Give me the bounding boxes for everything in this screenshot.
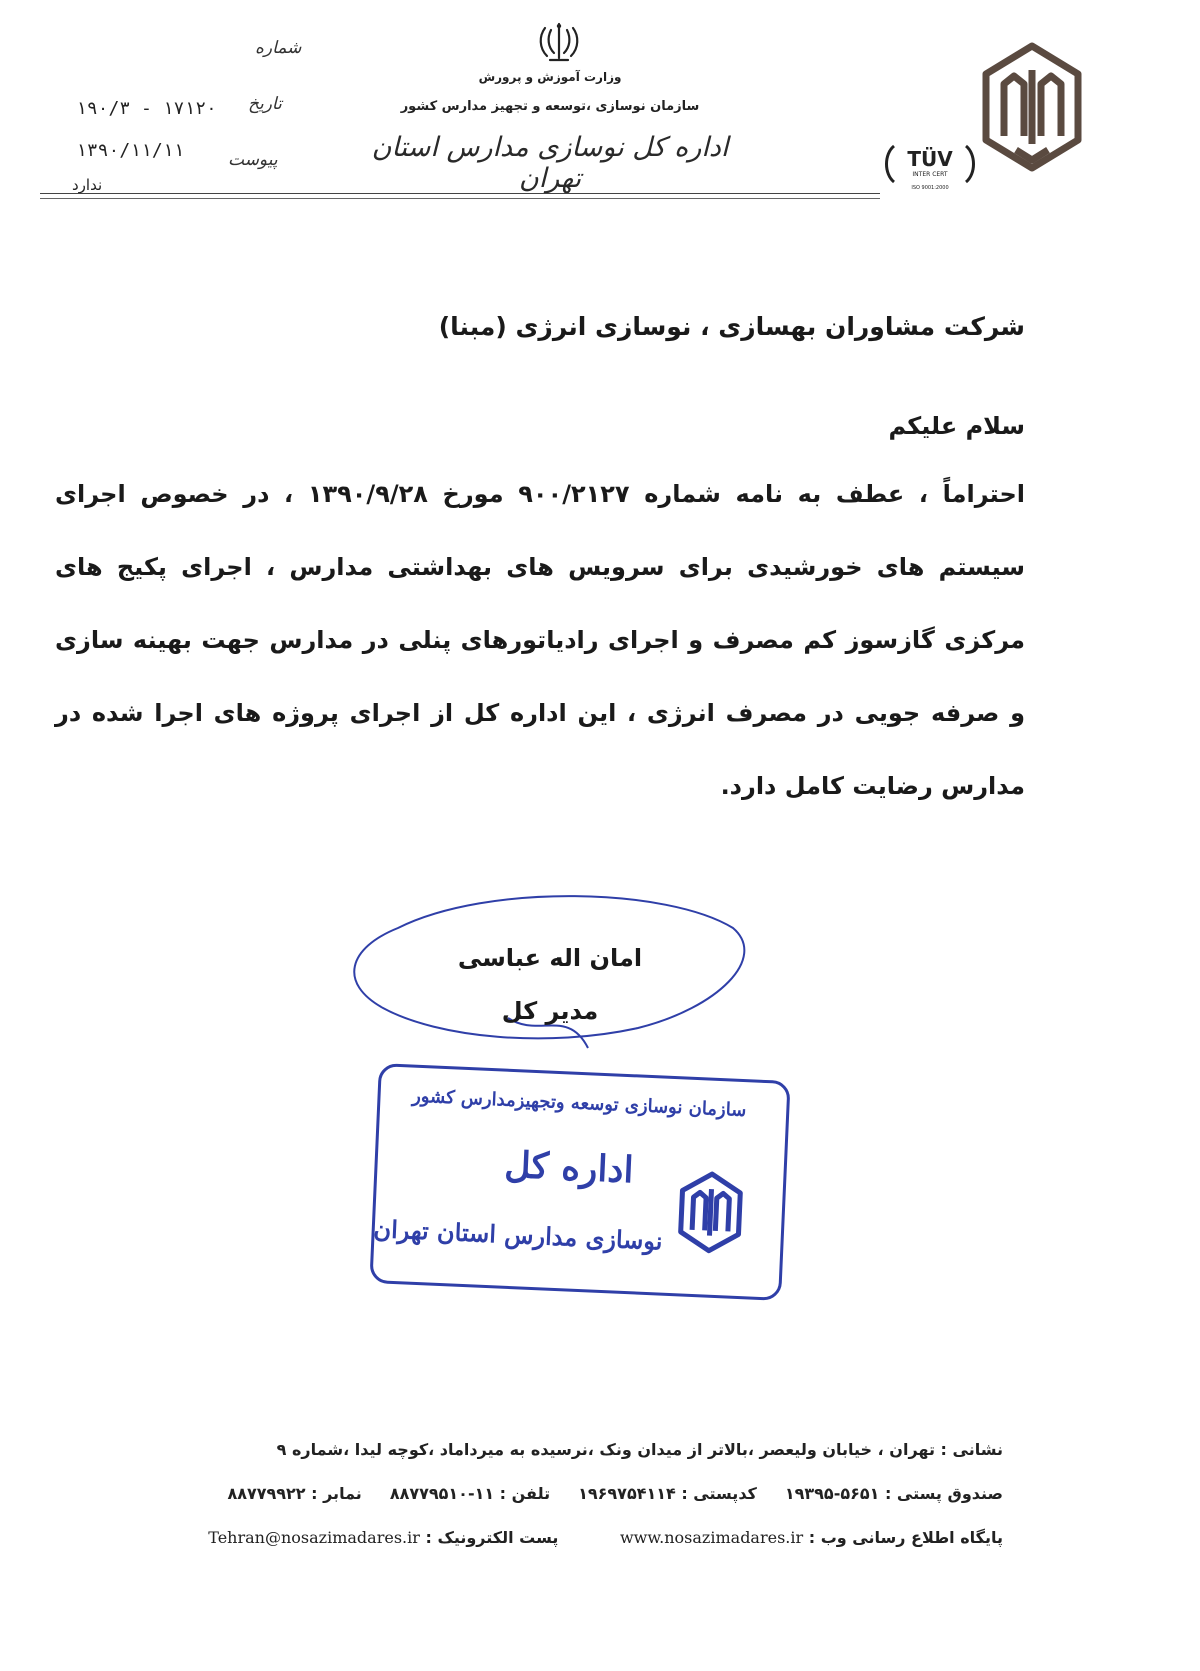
footer-email-label: پست الکترونیک : — [425, 1528, 559, 1547]
footer-address: نشانی : تهران ، خیابان ولیعصر ،بالاتر از میدان ونک ،نرسیده به میرداماد ،کوچه لیدا ،شماره ۹ — [276, 1440, 1003, 1459]
tuv-certification-icon — [880, 140, 980, 192]
attachment-label: پیوست — [228, 150, 278, 170]
stamp-organization: سازمان نوسازی توسعه وتجهیزمدارس کشور — [411, 1085, 747, 1122]
signer-title: مدیر کل — [501, 997, 599, 1025]
letter-body: احتراماً ، عطف به نامه شماره ۹۰۰/۲۱۲۷ مورخ ۱۳۹۰/۹/۲۸ ، در خصوص اجرای سیستم های خورشیدی برای سرویس های بهداشتی مدارس ، اجرای پکیج های مرکزی گازسوز کم مصرف و اجرای رادیاتورهای پنلی در مدارس جهت بهینه سازی و صرفه جویی در مصرف انرژی ، این اداره کل از اجرای پروژه های اجرا شده در مدارس رضایت کامل دارد. — [55, 480, 1026, 800]
stamp-logo-icon — [676, 1167, 746, 1258]
footer-postal-code: کدپستی : ۱۹۶۹۷۵۴۱۱۴ — [578, 1484, 757, 1503]
number-label: شماره — [255, 38, 302, 58]
official-stamp — [369, 1063, 790, 1301]
stamp-office: نوسازی مدارس استان تهران — [372, 1214, 664, 1256]
footer-website[interactable]: www.nosazimadares.ir — [619, 1528, 804, 1547]
ministry-name: وزارت آموزش و پرورش — [478, 70, 622, 84]
footer-web-label: پایگاه اطلاع رسانی وب : — [808, 1528, 1003, 1547]
letter-date: ۱۳۹۰/۱۱/۱۱ — [76, 140, 185, 161]
letter-number: ۱۹۰/۳ - ۱۷۱۲۰ — [76, 98, 217, 119]
tuv-iso: ISO 9001:2000 — [911, 185, 949, 191]
header-divider-secondary — [40, 198, 880, 199]
tuv-sub: INTER CERT — [912, 171, 948, 178]
footer-fax: نمابر : ۸۸۷۷۹۹۲۲ — [227, 1484, 362, 1503]
footer-email[interactable]: Tehran@nosazimadares.ir — [208, 1528, 420, 1547]
iran-emblem-icon — [536, 20, 582, 64]
recipient: شرکت مشاوران بهسازی ، نوسازی انرژی (مبنا) — [438, 312, 1025, 341]
department-name: اداره کل نوسازی مدارس استان تهران — [371, 132, 729, 194]
header-divider — [40, 193, 880, 194]
salutation: سلام علیکم — [888, 412, 1025, 440]
footer-po-box: صندوق پستی : ۵۶۵۱-۱۹۳۹۵ — [784, 1484, 1003, 1503]
organization-logo-icon — [980, 40, 1085, 175]
date-label: تاریخ — [248, 94, 282, 114]
tuv-mark: TÜV — [907, 147, 953, 171]
organization-name: سازمان نوسازی ،توسعه و تجهیز مدارس کشور — [400, 99, 700, 114]
signer-name: امان اله عباسی — [457, 944, 643, 972]
attachment-value: ندارد — [72, 176, 103, 194]
footer-web-line — [208, 1528, 1003, 1547]
stamp-department: اداره کل — [503, 1143, 635, 1192]
footer-phone: تلفن : ۱۱-۸۸۷۷۹۵۱۰ — [389, 1484, 551, 1503]
footer-contact-line — [227, 1484, 1003, 1503]
